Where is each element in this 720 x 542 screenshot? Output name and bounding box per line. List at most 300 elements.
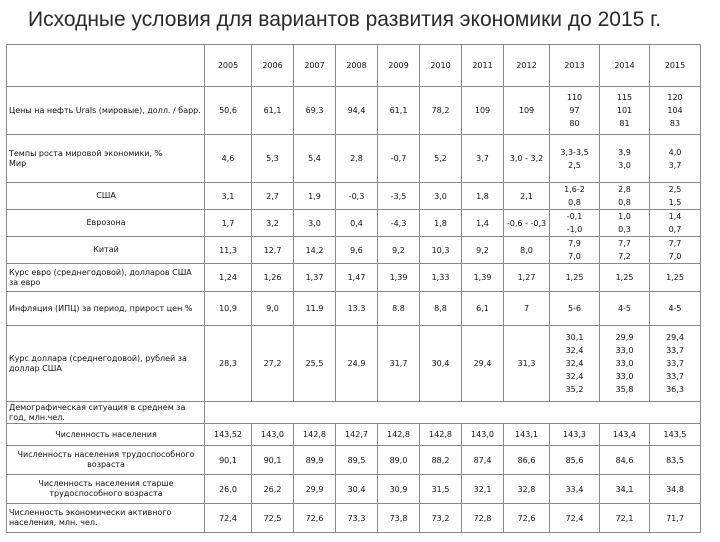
cell-value: 30,4 [347,484,366,494]
cell-value: 32,8 [517,484,536,494]
value-cell [650,424,701,446]
cell-value: 29,9 [615,333,634,342]
cell-value: 26,2 [263,484,282,494]
cell-value: 73,8 [389,513,408,523]
cell-value: 7,2 [618,252,631,261]
value-cell [205,292,252,326]
cell-value: 5,3 [266,154,279,163]
cell-value: 10,3 [431,245,450,255]
row-label: Цены на нефть Urals (мировые), долл. / барр. [7,87,205,135]
cell-value: -0,3 [348,191,365,201]
cell-value: 33,0 [615,346,634,355]
cell-value: -0,6 - -0,3 [506,218,547,228]
value-cell [294,237,336,264]
value-cell [378,326,420,402]
value-cell [650,87,701,135]
value-cell [378,237,420,264]
cell-value: 110 [566,93,583,102]
cell-value: 29,4 [666,333,684,342]
cell-value: 1,25 [565,273,584,282]
value-cell [294,183,336,210]
table-row [7,87,701,135]
value-cell [504,183,550,210]
cell-value: 143,52 [214,430,242,439]
header-row [7,45,701,87]
cell-value: 89,5 [347,455,366,465]
value-cell [336,87,378,135]
cell-value: 73,2 [431,513,450,523]
year-header: 2009 [378,45,420,87]
row-label: Темпы роста мировой экономики, % Мир [7,135,205,183]
value-cell [420,424,462,446]
value-cell [294,292,336,326]
value-cell [462,210,504,237]
cell-value: 3,2 [266,218,279,228]
cell-value: 2,1 [520,191,533,201]
cell-value: 1,37 [305,273,324,282]
cell-value: 3,1 [221,191,235,201]
cell-value: 3,0 [618,160,631,170]
cell-value: 9,0 [266,304,279,313]
table-row [7,292,701,326]
cell-value: -0,1 [566,212,583,221]
table-row [7,446,701,475]
value-cell [378,87,420,135]
year-header: 2005 [205,45,252,87]
cell-value: -0,7 [390,154,407,163]
cell-value: 142,7 [345,430,368,439]
cell-value: 3,3-3,5 [560,147,589,157]
value-cell [294,446,336,475]
value-cell [252,504,294,533]
value-cell [504,210,550,237]
cell-value: 8,0 [520,245,533,255]
cell-value: 78,2 [431,106,450,115]
value-cell [420,292,462,326]
value-cell [600,237,650,264]
empty-cell [205,402,701,424]
cell-value: 69,3 [305,106,324,115]
value-cell [650,183,701,210]
table-row [7,183,701,210]
value-cell [420,504,462,533]
value-cell [504,446,550,475]
value-cell [650,210,701,237]
cell-value: 7 [523,304,530,313]
value-cell [294,135,336,183]
cell-value: 90,1 [263,455,282,465]
cell-value: 5,4 [308,154,321,163]
year-header: 2013 [550,45,600,87]
year-header: 2006 [252,45,294,87]
cell-value: 32,4 [565,346,584,355]
year-header: 2015 [650,45,701,87]
value-cell [378,135,420,183]
cell-value: 33,7 [666,372,684,381]
value-cell [252,326,294,402]
cell-value: 97 [569,106,580,115]
value-cell [462,87,504,135]
cell-value: 33,7 [666,346,684,355]
cell-value: 0,7 [668,225,682,234]
cell-value: 1,26 [263,273,282,282]
value-cell [420,237,462,264]
cell-value: 0,3 [618,225,631,234]
value-cell [504,424,550,446]
cell-value: 3,0 - 3,2 [509,154,544,163]
cell-value: 50,6 [219,106,237,115]
value-cell [600,210,650,237]
cell-value: 3,7 [476,154,489,163]
value-cell [294,264,336,292]
cell-value: 143,4 [613,430,636,439]
cell-value: 2,5 [668,185,682,194]
value-cell [336,504,378,533]
value-cell [462,475,504,504]
cell-value: 1,47 [347,273,366,282]
value-cell [504,87,550,135]
value-cell [205,264,252,292]
value-cell [420,210,462,237]
value-cell [550,87,600,135]
value-cell [420,326,462,402]
value-cell [550,504,600,533]
value-cell [378,183,420,210]
cell-value: 33,7 [666,359,684,368]
cell-value: 1,8 [434,218,447,228]
year-header: 2008 [336,45,378,87]
value-cell [650,292,701,326]
value-cell [600,87,650,135]
value-cell [462,424,504,446]
value-cell [504,475,550,504]
table-row [7,504,701,533]
cell-value: 29,4 [473,359,492,368]
value-cell [294,210,336,237]
table-row [7,264,701,292]
row-label: Еврозона [7,210,205,237]
cell-value: 32,4 [565,359,584,368]
table-row [7,326,701,402]
row-label: Численность населения трудоспособного возраста [7,446,205,475]
value-cell [550,446,600,475]
value-cell [600,326,650,402]
value-cell [462,237,504,264]
value-cell [504,292,550,326]
value-cell [600,292,650,326]
cell-value: 0,4 [350,218,363,228]
value-cell [420,135,462,183]
row-label: Инфляция (ИПЦ) за период, прирост цен % [7,292,205,326]
economic-conditions-table [6,44,701,533]
row-label: Численность населения старше трудоспособного возраста [7,475,205,504]
cell-value: 115 [616,93,633,102]
row-label: Курс доллара (среднегодовой), рублей за доллар США [7,326,205,402]
cell-value: 72,8 [473,513,492,523]
cell-value: 80 [569,119,580,128]
value-cell [550,292,600,326]
cell-value: 72,5 [263,513,282,523]
cell-value: 1,7 [221,218,235,228]
year-header: 2007 [294,45,336,87]
cell-value: 72,1 [615,513,634,523]
cell-value: 1,8 [476,191,489,201]
cell-value: -4,3 [390,218,407,228]
value-cell [205,504,252,533]
cell-value: 33,0 [615,372,634,381]
value-cell [336,135,378,183]
cell-value: 13.3 [347,304,366,313]
cell-value: 4-5 [617,304,632,313]
value-cell [378,264,420,292]
cell-value: 31,5 [431,484,450,494]
value-cell [252,475,294,504]
value-cell [336,475,378,504]
cell-value: 143,0 [261,430,284,439]
cell-value: 86,6 [517,455,536,465]
value-cell [336,264,378,292]
row-label: США [7,183,205,210]
value-cell [504,504,550,533]
cell-value: 1,6-2 [564,185,585,194]
value-cell [462,183,504,210]
value-cell [504,135,550,183]
value-cell [336,326,378,402]
value-cell [252,210,294,237]
cell-value: 33,0 [615,359,634,368]
value-cell [252,446,294,475]
cell-value: 94,4 [347,106,366,115]
table-row [7,237,701,264]
cell-value: 4,0 [668,147,682,157]
row-label: Курс евро (среднегодовой), долларов США за евро [7,264,205,292]
cell-value: 72,6 [517,513,536,523]
cell-value: 1,24 [219,273,237,282]
cell-value: 24,9 [347,359,366,368]
cell-value: 35,2 [565,385,584,394]
value-cell [600,135,650,183]
value-cell [462,264,504,292]
value-cell [650,326,701,402]
cell-value: 2,7 [266,191,279,201]
value-cell [650,475,701,504]
row-label: Китай [7,237,205,264]
cell-value: 2,5 [568,160,581,170]
cell-value: 35,8 [615,385,634,394]
value-cell [205,326,252,402]
cell-value: 31,7 [389,359,408,368]
table-row [7,135,701,183]
value-cell [420,87,462,135]
table-row [7,424,701,446]
value-cell [205,237,252,264]
value-cell [252,135,294,183]
value-cell [600,264,650,292]
cell-value: -3,5 [390,191,407,201]
cell-value: 101 [616,106,633,115]
value-cell [378,210,420,237]
value-cell [336,237,378,264]
value-cell [252,424,294,446]
value-cell [252,237,294,264]
cell-value: 1,39 [389,273,408,282]
value-cell [294,504,336,533]
cell-value: 26,0 [219,484,237,494]
cell-value: 90,1 [219,455,237,465]
value-cell [462,504,504,533]
value-cell [650,237,701,264]
cell-value: 0,8 [618,198,631,207]
year-header: 2010 [420,45,462,87]
cell-value: 30,1 [565,333,584,342]
cell-value: 6,1 [476,304,489,313]
value-cell [252,183,294,210]
cell-value: 89,0 [389,455,408,465]
cell-value: 1,5 [668,198,682,207]
value-cell [550,210,600,237]
cell-value: 30,4 [431,359,450,368]
value-cell [378,446,420,475]
value-cell [205,87,252,135]
cell-value: 4-5 [668,304,682,313]
table-row [7,475,701,504]
cell-value: 10,9 [219,304,237,313]
cell-value: 1,39 [473,273,492,282]
cell-value: 7,7 [618,239,631,248]
cell-value: 1,4 [476,218,489,228]
cell-value: 72,6 [305,513,324,523]
cell-value: 73,3 [347,513,366,523]
cell-value: 1,25 [666,273,684,282]
cell-value: 9,6 [350,245,363,255]
cell-value: 34,1 [615,484,634,494]
value-cell [600,183,650,210]
cell-value: 89,9 [305,455,324,465]
cell-value: 8.8 [392,304,405,313]
cell-value: 2,8 [350,154,363,163]
cell-value: 109 [474,106,491,115]
cell-value: 14,2 [305,245,324,255]
value-cell [294,424,336,446]
row-label: Демографическая ситуация в среднем за год, млн.чел. [7,402,205,424]
value-cell [504,326,550,402]
value-cell [462,135,504,183]
value-cell [205,183,252,210]
cell-value: 30,9 [389,484,408,494]
value-cell [550,424,600,446]
cell-value: 142,8 [387,430,410,439]
cell-value: 36,3 [666,385,684,394]
cell-value: 1,25 [615,273,634,282]
cell-value: 72,4 [565,513,584,523]
cell-value: 25,5 [305,359,324,368]
value-cell [294,326,336,402]
value-cell [504,264,550,292]
cell-value: 109 [518,106,535,115]
cell-value: 28,3 [219,359,237,368]
cell-value: 3,0 [434,191,447,201]
value-cell [378,475,420,504]
value-cell [252,264,294,292]
value-cell [252,292,294,326]
cell-value: 7,9 [568,239,581,248]
value-cell [205,135,252,183]
value-cell [294,87,336,135]
value-cell [420,183,462,210]
value-cell [462,292,504,326]
value-cell [600,424,650,446]
page-title: Исходные условия для вариантов развития экономики до 2015 г. [28,8,662,31]
cell-value: 29,9 [305,484,324,494]
value-cell [420,446,462,475]
cell-value: 11.9 [305,304,324,313]
cell-value: 33,4 [565,484,584,494]
row-label: Численность экономически активного населения, млн. чел. [7,504,205,533]
cell-value: 5,2 [434,154,447,163]
value-cell [420,475,462,504]
cell-value: 61,1 [263,106,282,115]
cell-value: 143,3 [563,430,586,439]
cell-value: 87,4 [473,455,492,465]
table-row [7,210,701,237]
value-cell [550,237,600,264]
value-cell [600,504,650,533]
cell-value: -1,0 [566,225,583,234]
cell-value: 3,7 [668,160,682,170]
value-cell [462,446,504,475]
value-cell [336,446,378,475]
cell-value: 32,1 [473,484,492,494]
value-cell [336,183,378,210]
cell-value: 34,8 [666,484,684,494]
cell-value: 32,4 [565,372,584,381]
cell-value: 143,0 [471,430,494,439]
cell-value: 7,0 [568,252,581,261]
cell-value: 83,5 [666,455,684,465]
cell-value: 31,3 [517,359,536,368]
cell-value: 142,8 [429,430,452,439]
value-cell [650,264,701,292]
cell-value: 9,2 [392,245,405,255]
cell-value: 71,7 [666,513,684,523]
cell-value: 142,8 [303,430,326,439]
value-cell [550,326,600,402]
value-cell [504,237,550,264]
value-cell [336,210,378,237]
value-cell [550,475,600,504]
cell-value: 72,4 [219,513,237,523]
value-cell [252,87,294,135]
cell-value: 143,1 [515,430,538,439]
year-header: 2011 [462,45,504,87]
cell-value: 120 [667,93,683,102]
cell-value: 7,7 [668,239,682,248]
value-cell [550,183,600,210]
value-cell [294,475,336,504]
value-cell [205,475,252,504]
year-header: 2014 [600,45,650,87]
value-cell [462,326,504,402]
value-cell [336,292,378,326]
cell-value: 3,9 [618,147,631,157]
cell-value: 7,0 [668,252,682,261]
cell-value: 81 [619,119,630,128]
value-cell [550,264,600,292]
row-label: Численность населения [7,424,205,446]
cell-value: 1,9 [308,191,321,201]
value-cell [205,446,252,475]
cell-value: 4,6 [221,154,235,163]
